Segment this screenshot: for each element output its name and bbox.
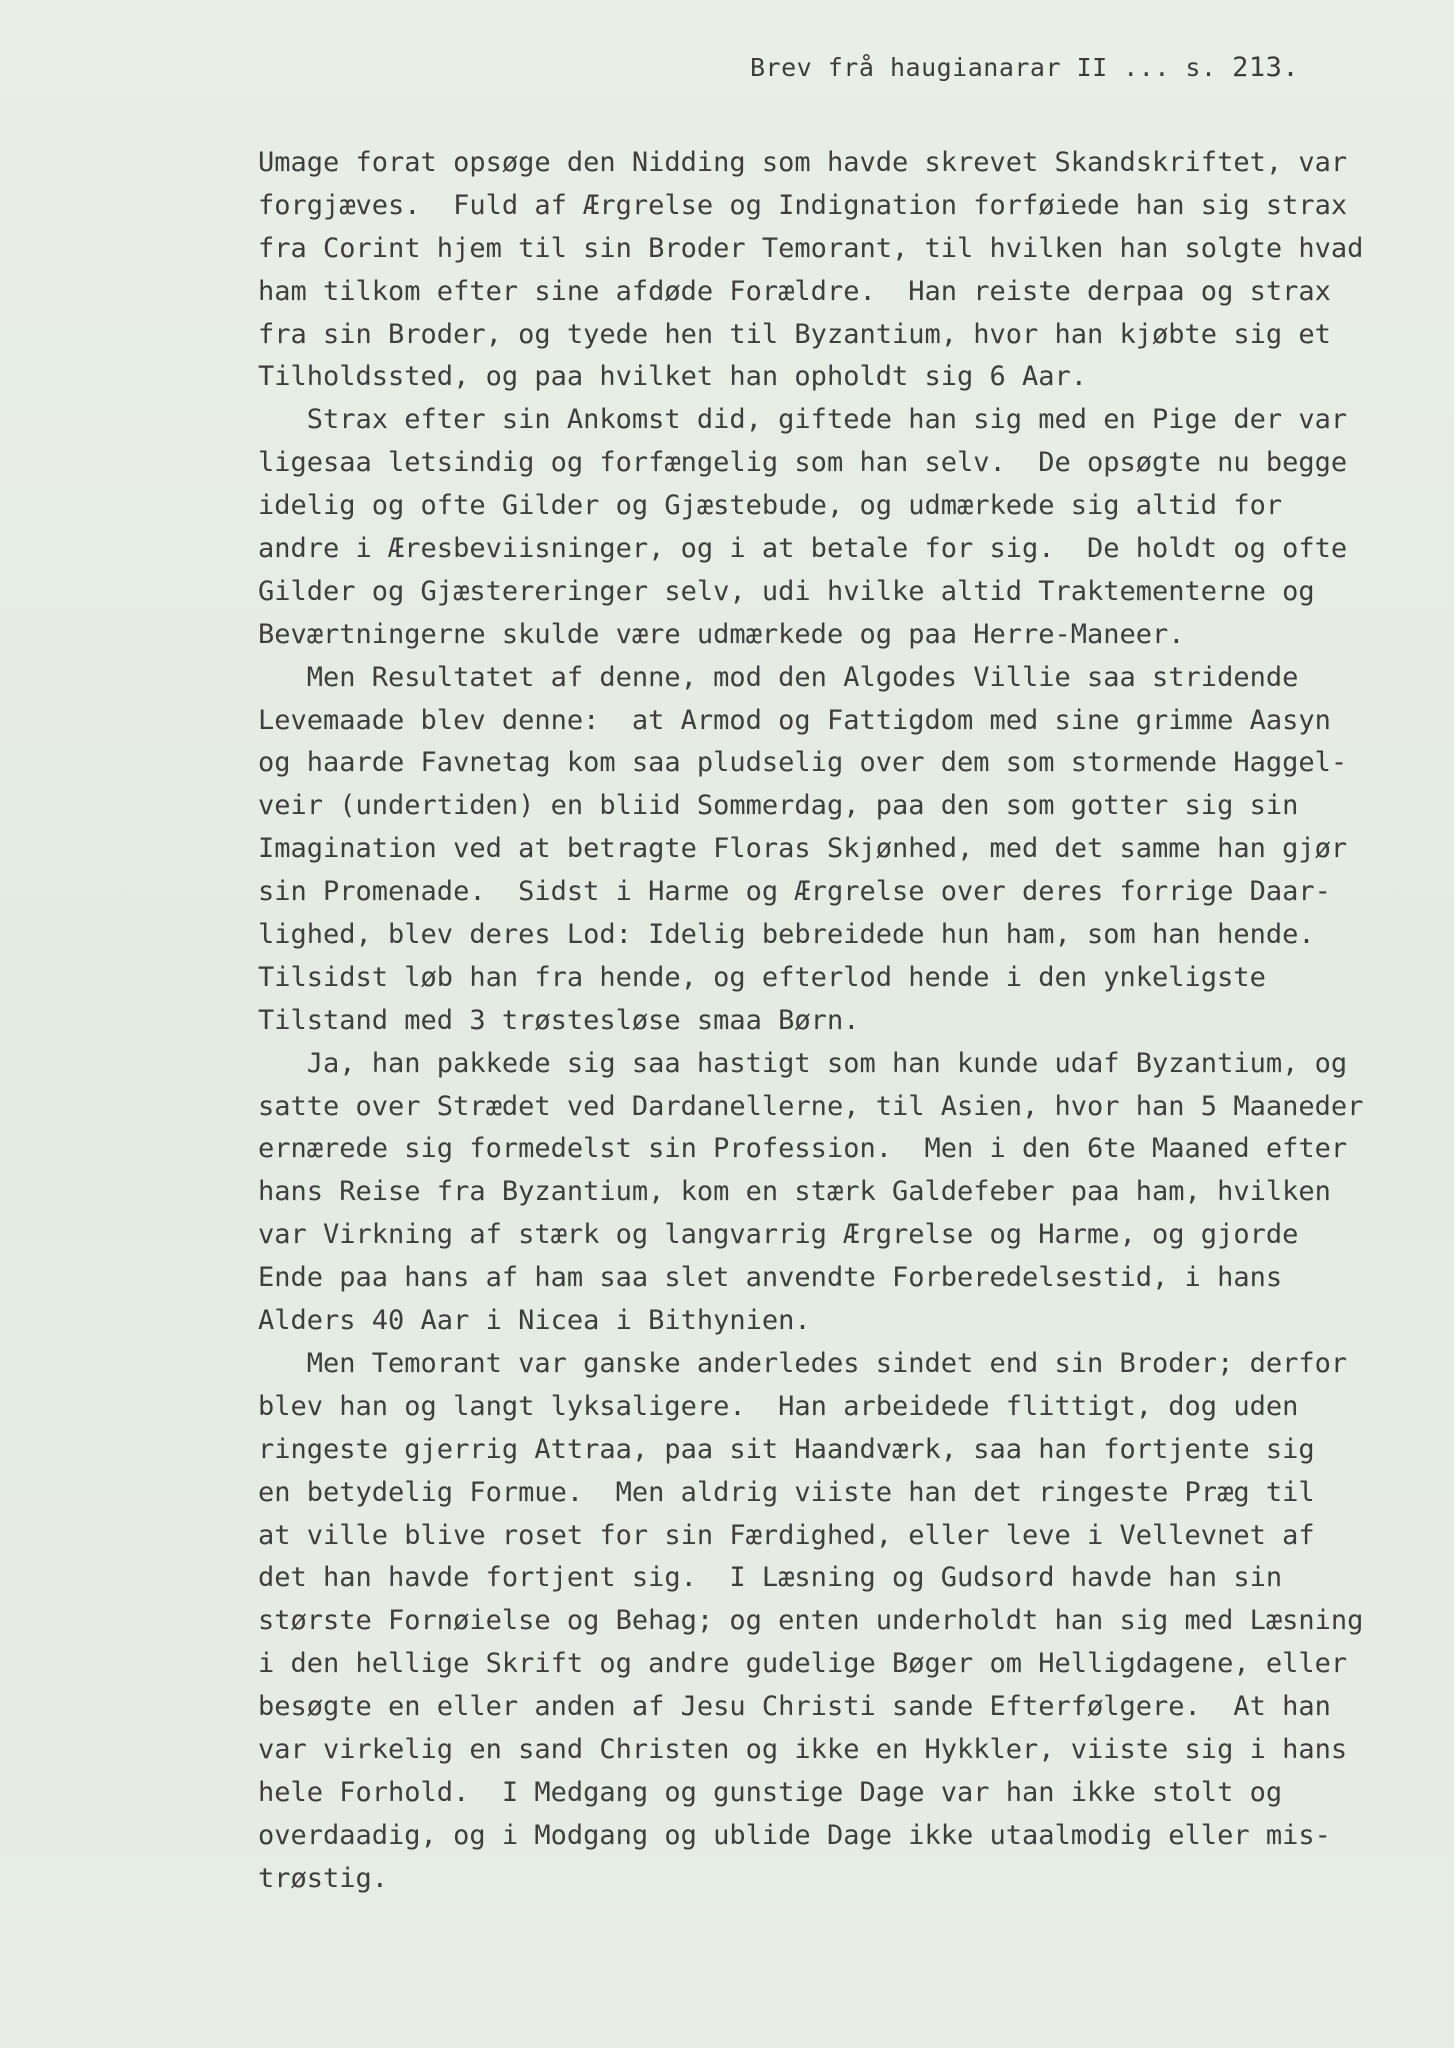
text-line: besøgte en eller anden af Jesu Christi sande Efterfølgere. At han: [258, 1691, 1331, 1723]
text-line: forgjæves. Fuld af Ærgrelse og Indignation forføiede han sig strax: [258, 189, 1348, 221]
page-number: 213.: [1232, 52, 1300, 83]
text-line: Ja, han pakkede sig saa hastigt som han kunde udaf Byzantium, og: [258, 1047, 1348, 1079]
text-line: Tilsidst løb han fra hende, og efterlod hende i den ynkeligste: [258, 961, 1266, 993]
text-line: ernærede sig formedelst sin Profession. Men i den 6te Maaned efter: [258, 1133, 1348, 1165]
text-line: var virkelig en sand Christen og ikke en Hykkler, viiste sig i hans: [258, 1733, 1348, 1765]
text-line: trøstig.: [258, 1862, 389, 1894]
text-line: overdaadig, og i Modgang og ublide Dage ikke utaalmodig eller mis-: [258, 1819, 1331, 1851]
text-line: Strax efter sin Ankomst did, giftede han sig med en Pige der var: [258, 404, 1348, 436]
text-line: hele Forhold. I Medgang og gunstige Dage var han ikke stolt og: [258, 1776, 1283, 1808]
text-line: veir (undertiden) en bliid Sommerdag, paa den som gotter sig sin: [258, 790, 1299, 822]
page-header: [750, 52, 1299, 83]
text-line: fra sin Broder, og tyede hen til Byzantium, hvor han kjøbte sig et: [258, 318, 1331, 350]
text-line: og haarde Favnetag kom saa pludselig over dem som stormende Haggel-: [258, 747, 1348, 779]
text-line: Umage forat opsøge den Nidding som havde skrevet Skandskriftet, var: [258, 147, 1348, 178]
text-line: Alders 40 Aar i Nicea i Bithynien.: [258, 1305, 811, 1337]
text-line: andre i Æresbeviisninger, og i at betale for sig. De holdt og ofte: [258, 533, 1348, 565]
text-line: hans Reise fra Byzantium, kom en stærk Galdefeber paa ham, hvilken: [258, 1176, 1331, 1208]
text-line: at ville blive roset for sin Færdighed, eller leve i Vellevnet af: [258, 1519, 1315, 1551]
text-line: sin Promenade. Sidst i Harme og Ærgrelse over deres forrige Daar-: [258, 876, 1331, 908]
text-line: ham tilkom efter sine afdøde Forældre. Han reiste derpaa og strax: [258, 275, 1331, 307]
text-line: Men Resultatet af denne, mod den Algodes Villie saa stridende: [258, 661, 1299, 693]
text-line: Beværtningerne skulde være udmærkede og paa Herre-Maneer.: [258, 618, 1185, 650]
body-text: [258, 142, 1418, 1901]
text-line: fra Corint hjem til sin Broder Temorant, til hvilken han solgte hvad: [258, 232, 1364, 264]
text-line: i den hellige Skrift og andre gudelige Bøger om Helligdagene, eller: [258, 1648, 1348, 1680]
text-line: Men Temorant var ganske anderledes sindet end sin Broder; derfor: [258, 1347, 1348, 1379]
text-line: Levemaade blev denne: at Armod og Fattigdom med sine grimme Aasyn: [258, 704, 1331, 736]
text-line: Ende paa hans af ham saa slet anvendte Forberedelsestid, i hans: [258, 1262, 1283, 1294]
text-line: var Virkning af stærk og langvarrig Ærgrelse og Harme, og gjorde: [258, 1219, 1299, 1251]
text-line: idelig og ofte Gilder og Gjæstebude, og udmærkede sig altid for: [258, 490, 1283, 522]
text-line: ligesaa letsindig og forfængelig som han selv. De opsøgte nu begge: [258, 447, 1348, 479]
text-line: største Fornøielse og Behag; og enten underholdt han sig med Læsning: [258, 1605, 1364, 1637]
text-line: satte over Strædet ved Dardanellerne, til Asien, hvor han 5 Maaneder: [258, 1090, 1364, 1122]
text-line: det han havde fortjent sig. I Læsning og Gudsord havde han sin: [258, 1562, 1283, 1594]
text-line: blev han og langt lyksaligere. Han arbeidede flittigt, dog uden: [258, 1390, 1299, 1422]
text-line: Gilder og Gjæstereringer selv, udi hvilke altid Traktementerne og: [258, 575, 1315, 607]
text-line: lighed, blev deres Lod: Idelig bebreidede hun ham, som han hende.: [258, 919, 1315, 951]
text-line: Imagination ved at betragte Floras Skjønhed, med det samme han gjør: [258, 833, 1348, 865]
header-title: Brev frå haugianarar II ... s.: [750, 53, 1217, 82]
text-line: Tilstand med 3 trøstesløse smaa Børn.: [258, 1004, 860, 1036]
text-line: Tilholdssted, og paa hvilket han opholdt sig 6 Aar.: [258, 361, 1088, 393]
text-line: en betydelig Formue. Men aldrig viiste han det ringeste Præg til: [258, 1476, 1315, 1508]
text-line: ringeste gjerrig Attraa, paa sit Haandværk, saa han fortjente sig: [258, 1433, 1315, 1465]
